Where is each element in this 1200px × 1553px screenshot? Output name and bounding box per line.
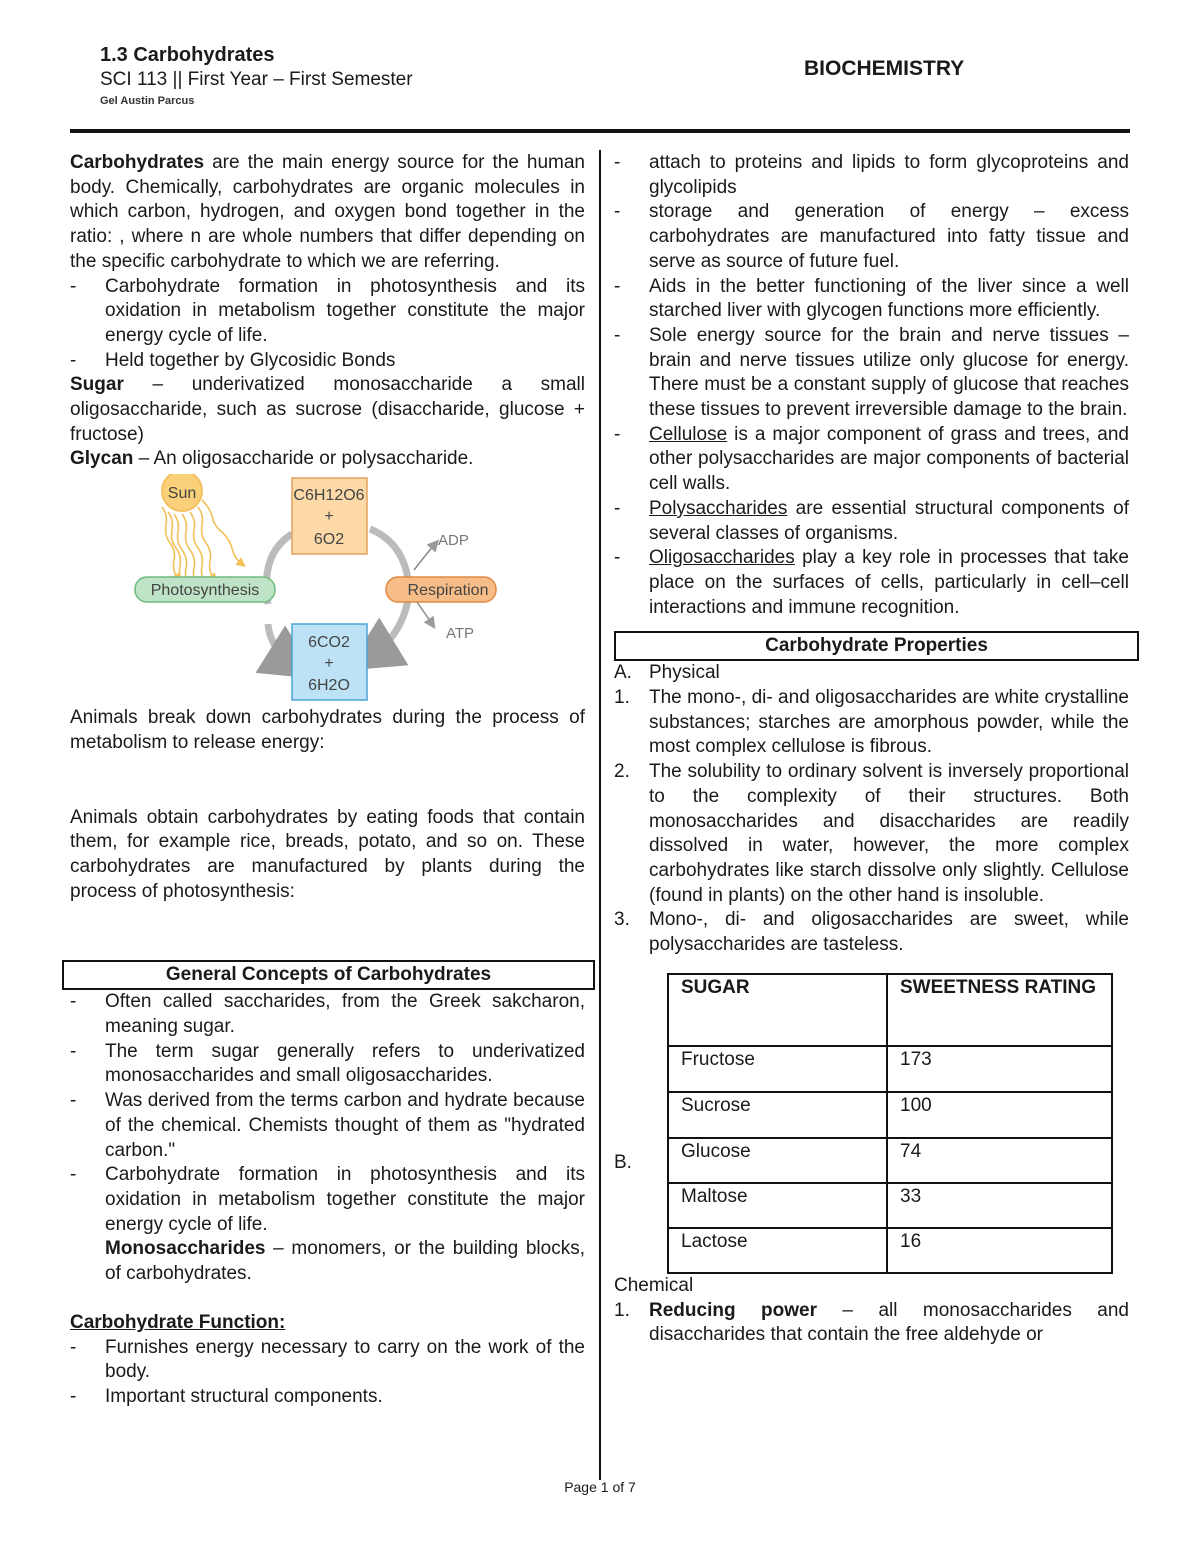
svg-text:+: + (324, 508, 334, 526)
right-column (614, 151, 1129, 1348)
energy-cycle-diagram (70, 474, 585, 704)
list-item: 1. The mono-, di- and oligosaccharides are white crystalline substances; starches are amorphous powder, while the most complex cellulose is fibrous. (614, 687, 1129, 758)
atp-label: ATP (446, 625, 475, 643)
animals-break-paragraph: Animals break down carbohydrates during the process of metabolism to release energy: (70, 707, 585, 753)
properties-heading: Carbohydrate Properties (614, 631, 1139, 661)
list-item: - Carbohydrate formation in photosynthesis and its oxidation in metabolism together constitute the major energy cycle of life. (70, 1164, 585, 1235)
list-item: 2. The solubility to ordinary solvent is inversely proportional to the complexity of their structures. Both monosaccharides and disaccharides are readily dissolved in water, however, the more complex carbohydrates like starch dissolve only slightly. Cellulose (found in plants) on the other hand is insoluble. (614, 761, 1129, 906)
list-item: - Polysaccharides are essential structural components of several classes of organisms. (614, 497, 1129, 544)
chemical-label: Chemical (614, 1274, 694, 1296)
list-item: - Oligosaccharides play a key role in processes that take place on the surfaces of cells, particularly in cell–cell interactions and immune recognition. (614, 547, 1129, 618)
list-item: - The term sugar generally refers to underivatized monosaccharides and small oligosaccharides. (70, 1040, 585, 1087)
table-row: Maltose 33 (668, 1183, 1112, 1228)
intro-text: are the main energy source for the human body. Chemically, carbohydrates are organic molecules in which carbon, hydrogen, and oxygen bond together in the ratio: , where n are whole numbers that differ depending on the specific carbohydrate to which we are referring. (70, 152, 585, 272)
sun-rays (162, 500, 242, 586)
svg-text:Respiration: Respiration (407, 582, 489, 600)
table-row: Glucose 74 (668, 1138, 1112, 1183)
svg-text:C6H12O6: C6H12O6 (293, 487, 365, 505)
list-item: - Sole energy source for the brain and nerve tissues – brain and nerve tissues utilize only glucose for energy. There must be a constant supply of glucose that reaches these tissues to prevent irreversible damage to the brain. (614, 324, 1129, 421)
list-item: - Often called saccharides, from the Greek sakcharon, meaning sugar. (70, 991, 585, 1038)
general-concepts-heading: General Concepts of Carbohydrates (62, 960, 595, 990)
list-item: - storage and generation of energy – excess carbohydrates are manufactured into fatty tissue and serve as source of future fuel. (614, 201, 1129, 272)
list-item: - Carbohydrate formation in photosynthesis and its oxidation in metabolism together constitute the major energy cycle of life. (70, 275, 585, 346)
svg-text:6O2: 6O2 (313, 531, 345, 549)
adp-label: ADP (438, 532, 469, 550)
monosaccharides-definition: Monosaccharides – monomers, or the building blocks, of carbohydrates. (105, 1238, 585, 1285)
intro-term: Carbohydrates (70, 152, 205, 173)
energy-cycle-svg (70, 474, 585, 704)
sugar-definition: Sugar – underivatized monosaccharide a small oligosaccharide, such as sucrose (disaccharide, glucose + fructose) (70, 374, 585, 445)
table-header-rating: SWEETNESS RATING (887, 974, 1112, 1046)
table-header-row (668, 974, 1112, 1046)
list-item: - Was derived from the terms carbon and hydrate because of the chemical. Chemists thought of them as "hydrated carbon." (70, 1090, 585, 1161)
list-item: - Cellulose is a major component of grass and trees, and other polysaccharides are major components of bacterial cell walls. (614, 423, 1129, 495)
list-item: 3. Mono-, di- and oligosaccharides are sweet, while polysaccharides are tasteless. (614, 909, 1129, 956)
header-divider (70, 129, 1130, 133)
sweetness-table (667, 973, 1113, 1274)
page-footer: Page 1 of 7 (564, 1479, 636, 1495)
list-item: - Aids in the better functioning of the liver since a well starched liver with glycogen functions more efficiently. (614, 275, 1129, 322)
subject-label: BIOCHEMISTRY (804, 57, 965, 80)
function-heading: Carbohydrate Function: (70, 1311, 286, 1333)
course-subtitle: SCI 113 || First Year – First Semester (100, 69, 413, 90)
sun-label: Sun (167, 485, 197, 503)
list-item: 1. Reducing power – all monosaccharides and disaccharides that contain the free aldehyde or (614, 1299, 1129, 1346)
table-row: Sucrose 100 (668, 1092, 1112, 1138)
glycan-definition: Glycan – An oligosaccharide or polysaccharide. (70, 448, 474, 470)
svg-text:6H2O: 6H2O (308, 677, 350, 695)
table-row: Fructose 173 (668, 1046, 1112, 1092)
table-header-sugar: SUGAR (668, 974, 887, 1046)
svg-text:+: + (324, 655, 334, 673)
svg-text:Photosynthesis: Photosynthesis (150, 582, 260, 600)
physical-label: A. Physical (614, 662, 720, 684)
chemical-marker: B. (614, 1151, 632, 1173)
intro-paragraph (70, 151, 585, 275)
table-row: Lactose 16 (668, 1228, 1112, 1273)
list-item: - Important structural components. (70, 1385, 383, 1407)
list-item: - attach to proteins and lipids to form glycoproteins and glycolipids (614, 152, 1129, 198)
animals-obtain-paragraph: Animals obtain carbohydrates by eating foods that contain them, for example rice, breads, potato, and so on. These carbohydrates are manufactured by plants during the process of photosynthesis: (70, 806, 585, 902)
column-divider (599, 150, 601, 1480)
sweetness-section (614, 973, 1129, 1274)
svg-text:6CO2: 6CO2 (308, 634, 350, 652)
list-item: - Held together by Glycosidic Bonds (70, 349, 396, 371)
list-item: - Furnishes energy necessary to carry on the work of the body. (70, 1336, 585, 1383)
left-column (70, 151, 585, 1410)
author-name: Gel Austin Parcus (100, 95, 195, 107)
document-title: 1.3 Carbohydrates (100, 44, 275, 66)
